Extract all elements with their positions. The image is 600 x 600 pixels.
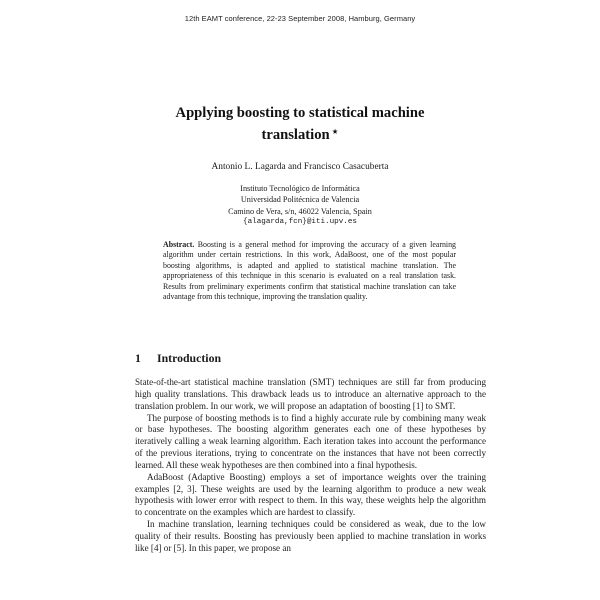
body-paragraph: In machine translation, learning techniques could be considered as weak, due to the low quality of their results. Boosting has previously been applied to machine translation in works like [4] or [5]. In this paper, we propose an	[135, 519, 486, 553]
affiliation-line-2: Universidad Politécnica de Valencia	[240, 195, 360, 205]
affiliation-line-1: Instituto Tecnológico de Informática	[240, 184, 360, 193]
title-footnote-mark: ⋆	[331, 126, 339, 138]
section-number: 1	[135, 351, 141, 365]
body-paragraph: The purpose of boosting methods is to find a highly accurate rule by combining many weak or base hypotheses. The boosting algorithm generates each one of these hypotheses by iteratively calling a weak learning algorithm. Each iteration takes into account the performance of the previous iterations, trying to concentrate on the instances that have not been correctly learned. All these weak hypotheses are then combined into a final hypothesis.	[135, 412, 486, 470]
body-text	[135, 377, 486, 555]
affiliation-line-3: Camino de Vera, s/n, 46022 Valencia, Spain	[228, 206, 372, 216]
author-list: Antonio L. Lagarda and Francisco Casacuberta	[211, 162, 389, 172]
title-line-2: translation	[261, 127, 330, 143]
author-email: {alagarda,fcn}@iti.upv.es	[243, 217, 357, 226]
affiliation-block	[0, 183, 600, 228]
abstract-label: Abstract.	[163, 240, 195, 249]
abstract-text: Boosting is a general method for improving the accuracy of a given learning algorithm under certain restrictions. In this work, AdaBoost, one of the most popular boosting algorithms, is adapted and applied to statistical machine translation. The appropriateness of this technique in this scenario is evaluated on a real translation task. Results from preliminary experiments confirm that statistical machine translation can take advantage from this technique, improving the translation quality.	[163, 240, 456, 302]
section-title: Introduction	[157, 351, 222, 365]
section-heading	[135, 351, 221, 366]
conference-header: 12th EAMT conference, 22-23 September 2008, Hamburg, Germany	[184, 14, 416, 23]
title-line-1: Applying boosting to statistical machine	[175, 105, 425, 121]
body-paragraph: AdaBoost (Adaptive Boosting) employs a set of importance weights over the training examples [2, 3]. These weights are used by the learning algorithm to produce a new weak hypothesis with lower error with respect to them. In this way, these weights help the algorithm to concentrate on the examples which are hardest to classify.	[135, 471, 486, 518]
abstract	[163, 240, 456, 302]
body-paragraph: State-of-the-art statistical machine translation (SMT) techniques are still far from producing high quality translations. This drawback leads us to introduce an alternative approach to the translation problem. In our work, we will propose an adaptation of boosting [1] to SMT.	[135, 377, 486, 411]
paper-title	[120, 104, 480, 145]
